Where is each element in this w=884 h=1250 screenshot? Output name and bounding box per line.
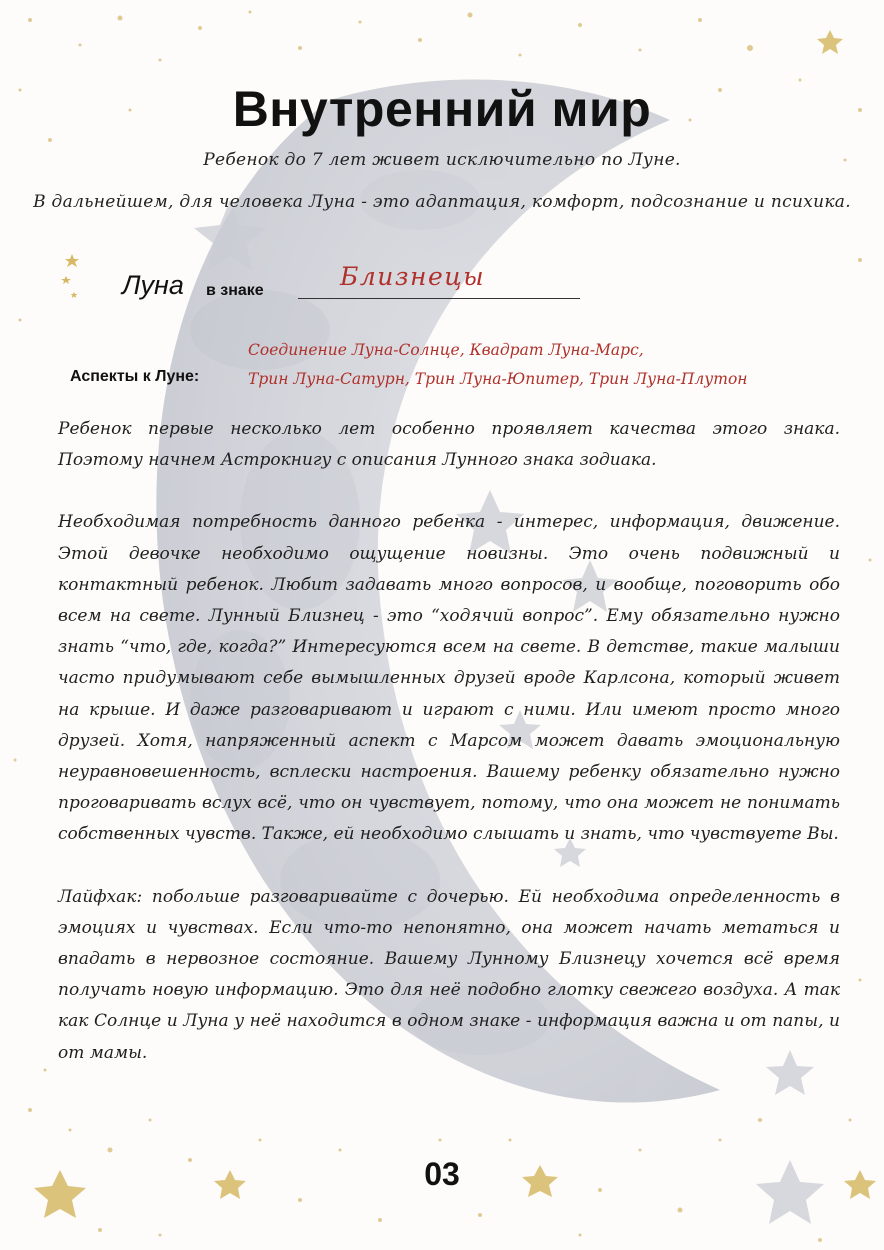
moon-sign-prefix: в знаке [206, 282, 264, 299]
subtitle-line-1: Ребенок до 7 лет живет исключительно по Луне. [203, 150, 681, 170]
paragraph-intro: Ребенок первые несколько лет особенно проявляет качества этого знака. Поэтому начнем Астрокнигу с описания Лунного знака зодиака. [58, 419, 840, 471]
paragraph-needs: Необходимая потребность данного ребенка - интерес, информация, движение. Этой девочке необходимо ощущение новизны. Это очень подвижный и контактный ребенок. Любит задавать много вопросов, и вообще, поговорить обо всем на свете. Лунный Близнец - это “ходячий вопрос”. Ему обязательно нужно знать “что, где, когда?” Интересуются всем на свете. В детстве, такие малыши часто придумывают себе вымышленных друзей вроде Карлсона, который живет на крыше. И даже разговаривают и играют с ними. Или имеют просто много друзей. Хотя, напряженный аспект с Марсом может давать эмоциональную неуравновешенность, всплески настроения. Вашему ребенку обязательно нужно проговаривать вслух всё, что он чувствует, потому, что она может не понимать собственных чувств. Также, ей необходимо слышать и знать, что чувствуете Вы. [58, 512, 840, 845]
page-title: Внутренний мир [232, 81, 652, 137]
aspects-line-1: Соединение Луна-Солнце, Квадрат Луна-Марс, [248, 341, 644, 359]
aspects-list [248, 336, 768, 394]
sign-underline [298, 298, 580, 299]
body-text [58, 414, 840, 1100]
aspects-label: Аспекты к Луне: [70, 368, 200, 385]
subtitle-line-2: В дальнейшем, для человека Луна - это адаптация, комфорт, подсознание и психика. [33, 192, 851, 212]
zodiac-sign-value: Близнецы [340, 262, 486, 291]
crescent-moon-icon [50, 240, 120, 310]
aspects-line-2: Трин Луна-Сатурн, Трин Луна-Юпитер, Трин Луна-Плутон [248, 370, 748, 388]
page-number: 03 [424, 1156, 460, 1192]
moon-sign-row [50, 240, 610, 310]
paragraph-lifehack: Лайфхак: побольше разговаривайте с дочерью. Ей необходима определенность в эмоциях и чувствах. Если что-то непонятно, она может начать метаться и впадать в нервозное состояние. Вашему Лунному Близнецу хочется всё время получать новую информацию. Это для неё подобно глотку свежего воздуха. А так как Солнце и Луна у неё находится в одном знаке - информация важна и от папы, и от мамы. [58, 886, 840, 1063]
moon-label: Луна [122, 270, 184, 300]
